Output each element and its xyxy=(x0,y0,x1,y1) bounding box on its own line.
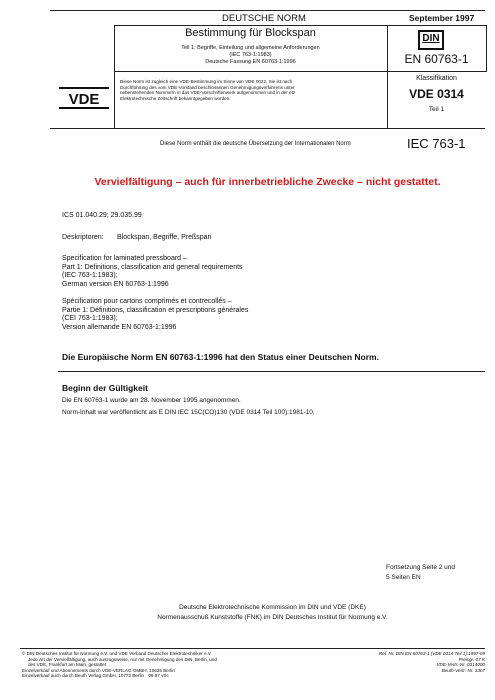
continuation-line-2: 5 Seiten EN xyxy=(386,573,421,581)
top-rule xyxy=(50,10,485,11)
din-logo-text: DIN xyxy=(422,33,440,44)
commission-line-2: Normenausschuß Kunststoffe (FNK) im DIN Deutsches Institut für Normung e.V. xyxy=(157,614,388,621)
vde-notice-line-4: Elektrotechnische Zeitschrift bekanntgegeben worden. xyxy=(120,95,231,101)
continuation-note xyxy=(386,563,455,582)
vde-logo xyxy=(59,86,109,110)
footer-left-line-4: Einzelverkauf und Abonnements durch VDE-VERLAG GMBH, 10625 Berlin xyxy=(22,667,175,673)
classification-label: Klassifikation xyxy=(416,75,457,82)
footer-right-line-1: Ref. Nr. DIN EN 60763-1 (VDE 0314 Teil 1):1997-09 xyxy=(378,651,485,656)
validity-line-1: Die EN 60763-1 wurde am 28. November 1995 angenommen. xyxy=(62,397,241,404)
footer-left-line-5-code: 09.97 vSc xyxy=(148,673,169,679)
ics-codes: ICS 01.040.29; 29.035.99 xyxy=(62,212,142,219)
translation-note: Diese Norm enthält die deutsche Übersetzung der Internationalen Norm xyxy=(160,141,351,147)
english-title-line-4: German version EN 60763-1:1996 xyxy=(62,280,169,288)
footer-right-line-2: Preisgr. 07 K xyxy=(458,656,485,662)
french-title-line-4: Version allemande EN 60763-1:1996 xyxy=(62,323,177,331)
subtitle-line-2: (IEC 763-1:1983) xyxy=(229,52,272,58)
continuation-line-1: Fortsetzung Seite 2 und xyxy=(386,564,456,571)
footer-left-line-1: © DIN Deutsches Institut für Normung e.V. und VDE Verband Deutscher Elektrotechniker e.V. xyxy=(22,651,212,656)
footer-left-line-5 xyxy=(22,673,322,679)
vde-notice-line-2: Durchführung des vom VDE-Vorstand beschlossenen Genehmigungsverfahrens unter xyxy=(120,84,295,90)
classification-part: Teil 1 xyxy=(428,106,445,113)
footer-right-line-4: Beuth-Vertr.-Nr. 3307 xyxy=(441,667,485,673)
subtitle-line-3: Deutsche Fassung EN 60763-1:1996 xyxy=(205,59,296,65)
status-statement: Die Europäische Norm EN 60763-1:1996 hat den Status einer Deutschen Norm. xyxy=(62,352,379,362)
norm-label: DEUTSCHE NORM xyxy=(222,13,306,24)
french-title xyxy=(62,298,248,332)
french-title-line-1: Spécification pour cartons comprimés et contrecollés – xyxy=(62,298,232,305)
validity-line-2: Norm-Inhalt war veröffentlicht als E DIN IEC 15C(CO)130 (VDE 0314 Teil 100):1981-10. xyxy=(62,409,315,416)
issue-date: September 1997 xyxy=(409,13,475,23)
footer-reference xyxy=(300,651,485,673)
din-logo xyxy=(418,30,444,50)
commission-line-1: Deutsche Elektrotechnische Kommission im DIN und VDE (DKE) xyxy=(179,604,366,611)
footer-copyright xyxy=(22,651,322,679)
standard-number: EN 60763-1 xyxy=(404,52,469,66)
english-title xyxy=(62,255,243,289)
vde-divider-left xyxy=(114,72,115,128)
vde-logo-text: VDE xyxy=(68,91,100,108)
footer-right-line-3: VDE-Vertr.-Nr. 0314000 xyxy=(436,662,485,668)
vde-bottom-rule xyxy=(50,128,485,129)
descriptors-value: Blockspan, Begriffe, Preßspan xyxy=(117,234,212,241)
footer-left-line-2: Jede Art der Vervielfältigung, auch auszugsweise, nur mit Genehmigung des DIN, Berlin, und xyxy=(28,656,217,662)
status-rule xyxy=(58,371,485,372)
subtitle-line-1: Teil 1: Begriffe, Einteilung und allgemeine Anforderungen xyxy=(181,45,320,51)
french-title-line-2: Partie 1: Définitions, classification et prescriptions générales xyxy=(62,306,249,314)
vde-notice xyxy=(120,79,385,101)
vde-notice-line-3: nebenstehenden Nummern in das VDE-Vorschriftenwerk aufgenommen und in der etz xyxy=(120,90,296,96)
classification-number: VDE 0314 xyxy=(409,87,464,101)
vde-notice-line-1: Diese Norm ist zugleich eine VDE-Bestimmung im Sinne von VDE 0022. Sie ist nach xyxy=(120,79,293,84)
english-title-line-3: (IEC 763-1:1983); xyxy=(62,272,118,280)
reproduction-warning: Vervielfältigung – auch für innerbetriebliche Zwecke – nicht gestattet. xyxy=(94,176,441,188)
descriptors-label: Deskriptoren: xyxy=(62,234,104,241)
iec-number: IEC 763-1 xyxy=(407,136,466,151)
footer-left-line-5-text: Einzelverkauf auch durch Beuth Verlag GmbH, 10772 Berlin xyxy=(22,673,145,679)
validity-heading: Beginn der Gültigkeit xyxy=(62,383,148,393)
french-title-line-3: (CEI 763-1:1983); xyxy=(62,315,118,323)
footer-rule xyxy=(20,648,485,649)
footer-left-line-3: des VDE, Frankfurt am Main, gestattet xyxy=(28,662,107,668)
english-title-line-2: Part 1: Definitions, classification and general requirements xyxy=(62,263,243,271)
english-title-line-1: Specification for laminated pressboard – xyxy=(62,255,187,262)
document-title: Bestimmung für Blockspan xyxy=(185,27,316,39)
